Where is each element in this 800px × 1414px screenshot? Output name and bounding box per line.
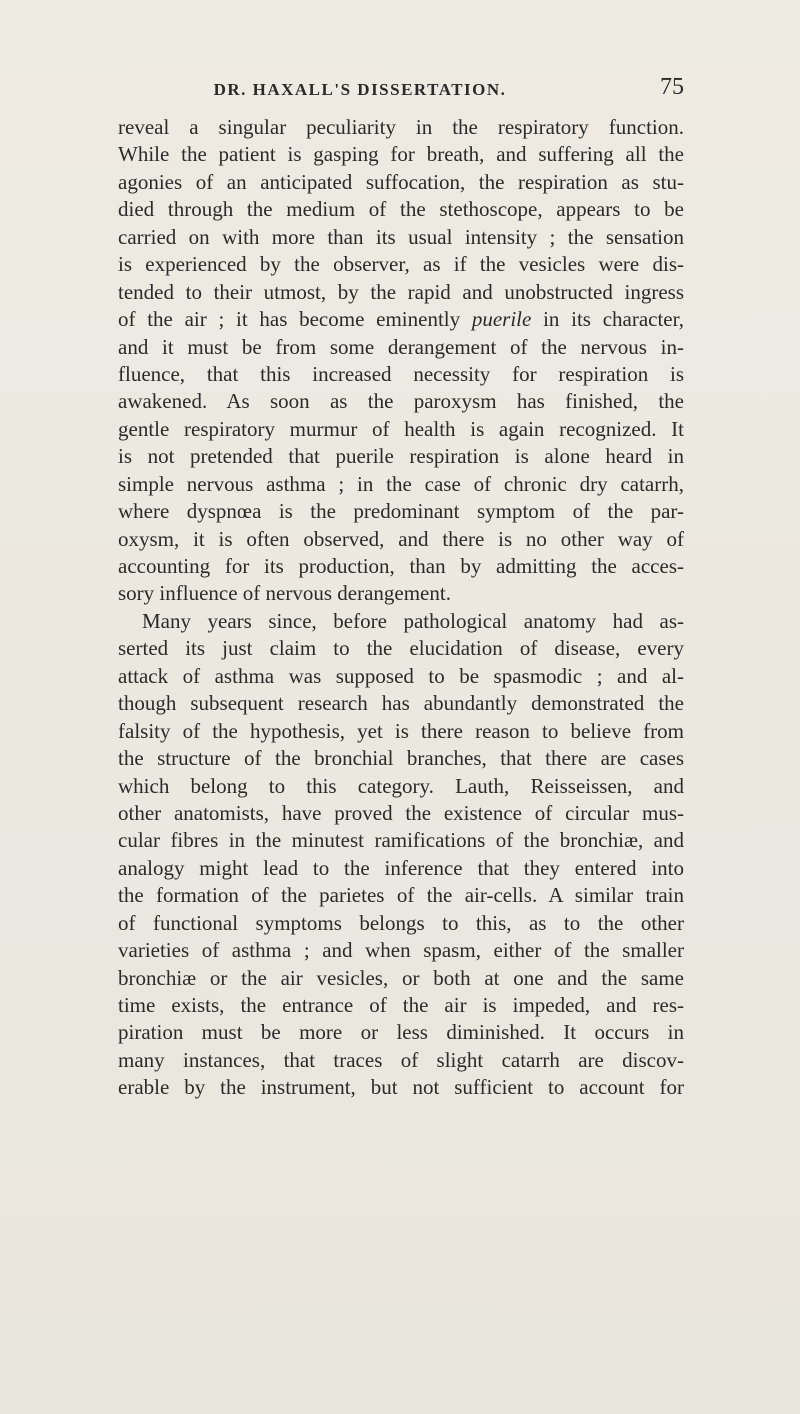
body-text bbox=[118, 114, 684, 1102]
text-line: and it must be from some derangement of the nervous in- bbox=[118, 334, 684, 359]
text-line: simple nervous asthma ; in the case of chronic dry catarrh, bbox=[118, 471, 684, 496]
text-line: fluence, that this increased necessity for respiration is bbox=[118, 361, 684, 386]
text-line: the formation of the parietes of the air-cells. A similar train bbox=[118, 883, 684, 908]
text-line: is experienced by the observer, as if the vesicles were dis- bbox=[118, 252, 684, 277]
text-line: varieties of asthma ; and when spasm, either of the smaller bbox=[118, 938, 684, 963]
text-line: oxysm, it is often observed, and there is no other way of bbox=[118, 526, 684, 551]
text-line: is not pretended that puerile respiration is alone heard in bbox=[118, 444, 684, 469]
running-head: DR. HAXALL'S DISSERTATION. bbox=[213, 80, 507, 99]
text-line: agonies of an anticipated suffocation, the respiration as stu- bbox=[118, 169, 684, 194]
text-line: other anatomists, have proved the existence of circular mus- bbox=[118, 800, 684, 825]
text-line: serted its just claim to the elucidation of disease, every bbox=[118, 636, 684, 661]
emphasized-word: puerile bbox=[471, 307, 532, 332]
text-line: many instances, that traces of slight catarrh are discov- bbox=[118, 1047, 684, 1072]
text-line: reveal a singular peculiarity in the respiratory function. bbox=[118, 115, 684, 139]
text-line: analogy might lead to the inference that they entered into bbox=[118, 855, 684, 880]
text-line: though subsequent research has abundantly demonstrated the bbox=[118, 691, 684, 716]
text-line: where dyspnœa is the predominant symptom of the par- bbox=[118, 499, 684, 524]
text-line: cular fibres in the minutest ramifications of the bronchiæ, and bbox=[118, 828, 684, 853]
paragraph-start-line: Many years since, before pathological anatomy had as- bbox=[142, 608, 684, 633]
text-line: While the patient is gasping for breath, and suffering all the bbox=[118, 142, 684, 167]
text-line: tended to their utmost, by the rapid and unobstructed ingress bbox=[118, 279, 684, 304]
text-line: piration must be more or less diminished. It occurs in bbox=[118, 1020, 684, 1045]
page-number: 75 bbox=[660, 74, 684, 100]
text-line: which belong to this category. Lauth, Reisseissen, and bbox=[118, 773, 684, 798]
text-fragment: of the air ; it has become eminently bbox=[118, 307, 461, 332]
paragraph-end-line: sory influence of nervous derangement. bbox=[118, 581, 451, 606]
text-line: gentle respiratory murmur of health is again recognized. It bbox=[118, 416, 684, 441]
text-line: carried on with more than its usual intensity ; the sensation bbox=[118, 224, 684, 249]
text-line: of functional symptoms belongs to this, as to the other bbox=[118, 910, 684, 935]
text-line: bronchiæ or the air vesicles, or both at one and the same bbox=[118, 965, 684, 990]
text-line: erable by the instrument, but not sufficient to account for bbox=[118, 1075, 684, 1100]
text-line: attack of asthma was supposed to be spasmodic ; and al- bbox=[118, 663, 684, 688]
text-fragment: in its character, bbox=[543, 307, 685, 332]
text-line-with-emphasis bbox=[118, 306, 684, 333]
text-line: accounting for its production, than by admitting the acces- bbox=[118, 554, 684, 578]
text-line: falsity of the hypothesis, yet is there reason to believe from bbox=[118, 718, 684, 743]
text-line: died through the medium of the stethoscope, appears to be bbox=[118, 197, 684, 222]
text-line: time exists, the entrance of the air is impeded, and res- bbox=[118, 993, 684, 1017]
text-line: awakened. As soon as the paroxysm has finished, the bbox=[118, 389, 684, 414]
text-line: the structure of the bronchial branches, that there are cases bbox=[118, 746, 684, 771]
